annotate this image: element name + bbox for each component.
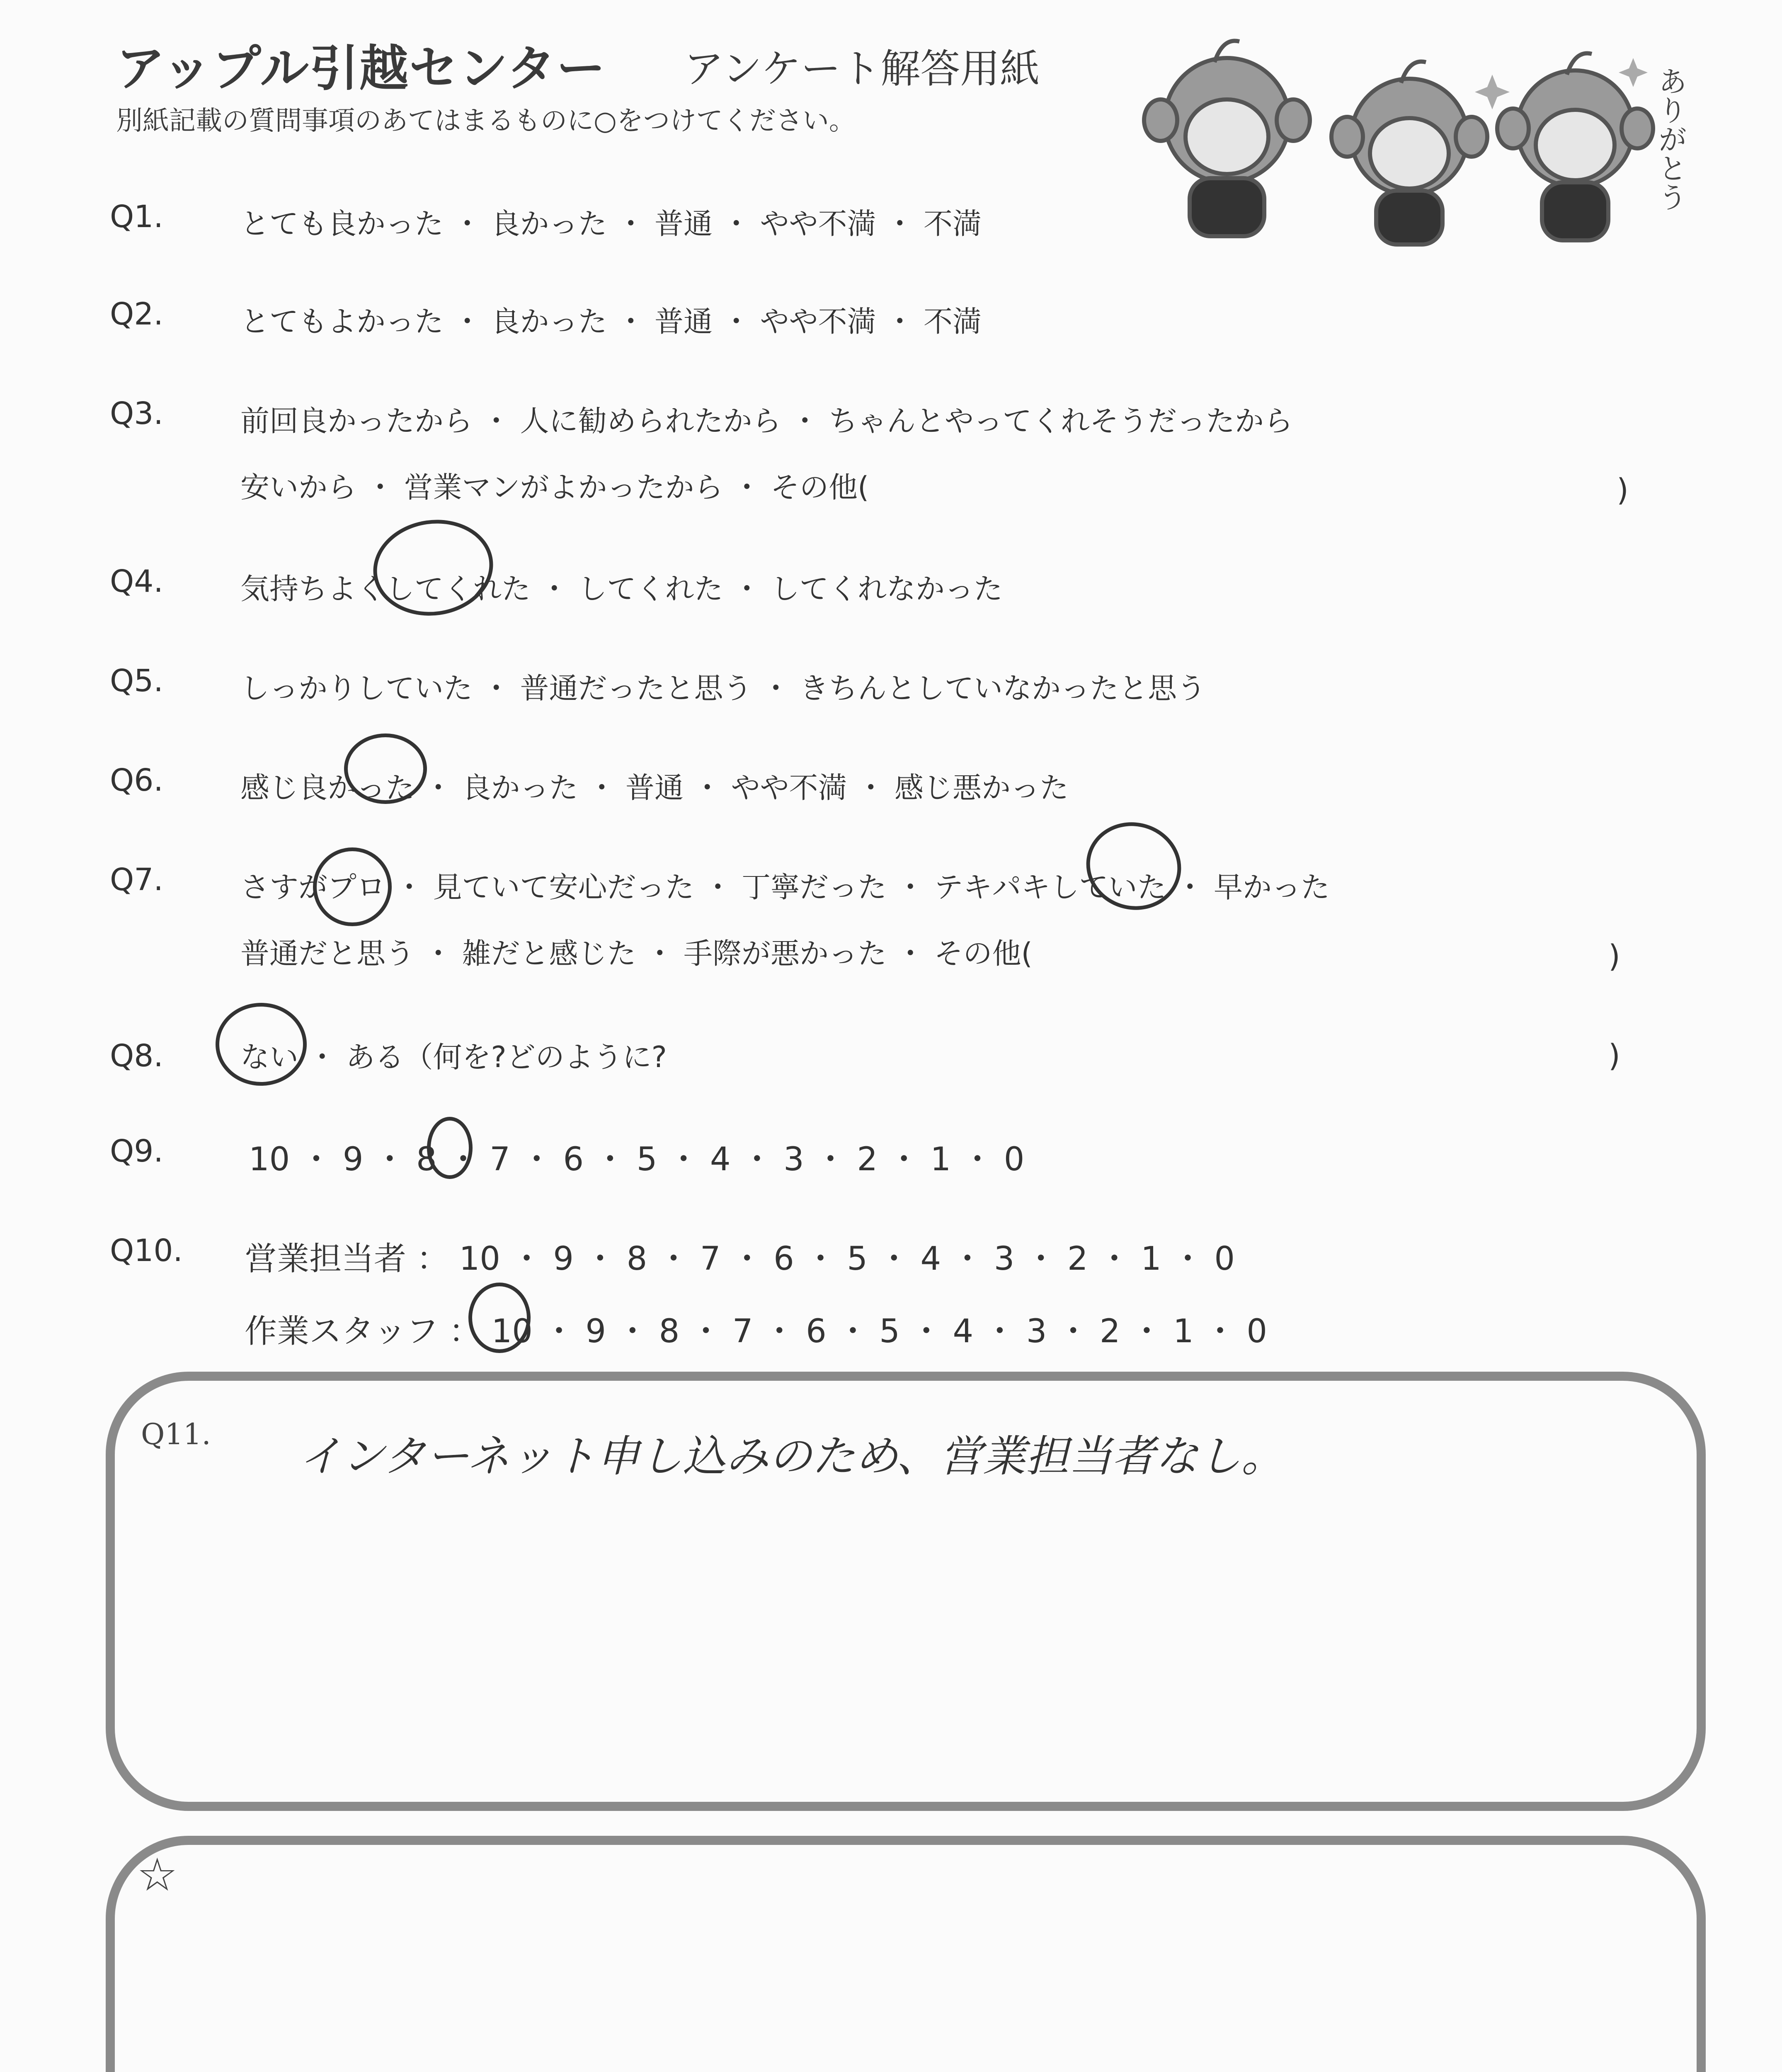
q8-close-paren: ) <box>1608 1038 1620 1074</box>
q3-close-paren: ) <box>1617 472 1629 508</box>
q2-label: Q2. <box>110 296 163 332</box>
q1-label: Q1. <box>110 199 163 235</box>
q10-label: Q10. <box>110 1233 183 1268</box>
q11-handwritten-answer: インターネット申し込みのため、営業担当者なし。 <box>298 1431 1285 1481</box>
q10-sales-scale[interactable]: 営業担当者 ： 10 ・ 9 ・ 8 ・ 7 ・ 6 ・ 5 ・ 4 ・ 3 ・ 2 ・ 1 ・ 0 <box>245 1240 1235 1278</box>
monkey-icon <box>1331 62 1487 244</box>
q2-options[interactable]: とてもよかった ・ 良かった ・ 普通 ・ やや不満 ・ 不満 <box>240 305 982 339</box>
q10-staff-scale[interactable]: 作業スタッフ ： 10 ・ 9 ・ 8 ・ 7 ・ 6 ・ 5 ・ 4 ・ 3 ・ 2 ・ 1 ・ 0 <box>245 1313 1267 1350</box>
company-title: アップル引越センター <box>116 40 606 97</box>
mascot-illustration <box>1119 25 1708 257</box>
thanks-text: ありがとう <box>1654 66 1687 211</box>
q7-label: Q7. <box>110 862 163 898</box>
q8-options[interactable]: ない ・ ある（何を?どのように? <box>240 1040 667 1074</box>
q10-answer-circle <box>468 1283 531 1353</box>
q9-label: Q9. <box>110 1133 163 1169</box>
q5-options[interactable]: しっかりしていた ・ 普通だったと思う ・ きちんとしていなかったと思う <box>240 671 1206 705</box>
q7-options-line2[interactable]: 普通だと思う ・ 雑だと感じた ・ 手際が悪かった ・ その他( <box>240 937 1033 971</box>
monkey-icon <box>1144 41 1310 236</box>
q7-close-paren: ) <box>1608 939 1620 974</box>
q8-label: Q8. <box>110 1038 163 1074</box>
q5-label: Q5. <box>110 663 163 699</box>
q9-scale[interactable]: 10 ・ 9 ・ 8 ・ 7 ・ 6 ・ 5 ・ 4 ・ 3 ・ 2 ・ 1 ・ 0 <box>249 1141 1025 1178</box>
q3-label: Q3. <box>110 396 163 431</box>
q9-answer-circle <box>427 1117 473 1179</box>
instruction-text: 別紙記載の質問事項のあてはまるものに○をつけてください。 <box>116 106 856 136</box>
q8-answer-circle <box>216 1003 307 1086</box>
q4-options[interactable]: 気持ちよくしてくれた ・ してくれた ・ してくれなかった <box>240 572 1003 606</box>
q7-answer-circle-1 <box>313 847 392 926</box>
q6-label: Q6. <box>110 762 163 798</box>
q6-options[interactable]: 感じ良かった ・ 良かった ・ 普通 ・ やや不満 ・ 感じ悪かった <box>240 771 1069 805</box>
q1-options[interactable]: とても良かった ・ 良かった ・ 普通 ・ やや不満 ・ 不満 <box>240 207 982 241</box>
q6-answer-circle <box>344 733 427 804</box>
document-type: アンケート解答用紙 <box>684 46 1040 92</box>
q11-label: Q11. <box>141 1417 211 1451</box>
star-icon: ☆ <box>137 1848 178 1901</box>
q4-label: Q4. <box>110 564 163 599</box>
q7-options-line1[interactable]: さすがプロ ・ 見ていて安心だった ・ 丁寧だった ・ テキパキしていた ・ 早かった <box>240 870 1330 904</box>
star-answer-box[interactable] <box>106 1836 1706 2072</box>
monkey-icon <box>1497 53 1653 240</box>
q3-options-line2[interactable]: 安いから ・ 営業マンがよかったから ・ その他( <box>240 470 869 504</box>
q3-options-line1[interactable]: 前回良かったから ・ 人に勧められたから ・ ちゃんとやってくれそうだったから <box>240 404 1293 438</box>
